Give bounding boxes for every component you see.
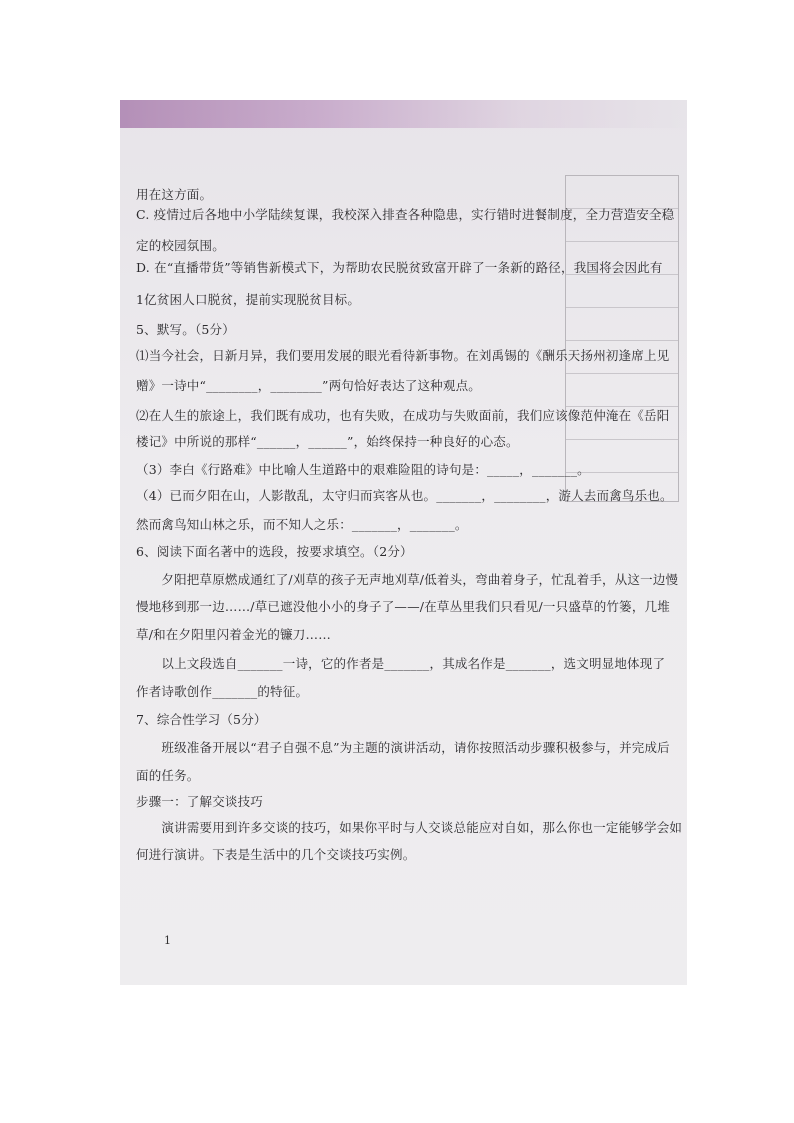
text-line: 然而禽鸟知山林之乐，而不知人之乐：_______，_______。 xyxy=(136,517,468,532)
text-line: D. 在“直播带货”等销售新模式下，为帮助农民脱贫致富开辟了一条新的路径，我国将会因此有 xyxy=(136,260,663,275)
text-line: 1亿贫困人口脱贫，提前实现脱贫目标。 xyxy=(136,292,361,307)
section-heading: 5、默写。（5分） xyxy=(136,322,235,337)
text-line: ⑴当今社会，日新月异，我们要用发展的眼光看待新事物。在刘禹锡的《酬乐天扬州初逢席上见 xyxy=(136,348,670,363)
text-line: 作者诗歌创作_______的特征。 xyxy=(136,684,309,699)
text-line: 楼记》中所说的那样“______，______”，始终保持一种良好的心态。 xyxy=(136,434,519,449)
text-line: C. 疫情过后各地中小学陆续复课，我校深入排查各种隐患，实行错时进餐制度，全力营造安全稳 xyxy=(136,207,675,222)
text-line: 以上文段选自_______一诗，它的作者是_______，其成名作是_______，选文明显地体现了 xyxy=(136,656,666,671)
photo-corner-shadow xyxy=(120,100,687,128)
text-line: 演讲需要用到许多交谈的技巧，如果你平时与人交谈总能应对自如，那么你也一定能够学会如 xyxy=(136,820,683,835)
text-line: 用在这方面。 xyxy=(136,187,213,202)
text-line: ⑵在人生的旅途上，我们既有成功，也有失败，在成功与失败面前，我们应该像范仲淹在《岳阳 xyxy=(136,408,670,423)
page-number: 1 xyxy=(164,934,171,947)
text-line: 班级准备开展以“君子自强不息”为主题的演讲活动，请你按照活动步骤积极参与，并完成后 xyxy=(136,740,670,755)
bleed-through-table xyxy=(565,175,679,502)
text-line: 夕阳把草原燃成通红了/刈草的孩子无声地刈草/低着头，弯曲着身子，忙乱着手，从这一边慢 xyxy=(136,572,679,587)
text-line: 何进行演讲。下表是生活中的几个交谈技巧实例。 xyxy=(136,847,416,862)
text-line: 草/和在夕阳里闪着金光的镰刀…… xyxy=(136,627,331,642)
text-line: （3）李白《行路难》中比喻人生道路中的艰难险阻的诗句是：_____，_______。 xyxy=(136,462,590,477)
text-line: 面的任务。 xyxy=(136,768,200,783)
step-heading: 步骤一：了解交谈技巧 xyxy=(136,794,264,809)
section-heading: 6、阅读下面名著中的选段，按要求填空。（2分） xyxy=(136,544,413,559)
text-line: 赠》一诗中“________，________”两句恰好表达了这种观点。 xyxy=(136,378,481,393)
text-line: （4）已而夕阳在山，人影散乱，太守归而宾客从也。_______，________，游人去而禽鸟乐也。 xyxy=(136,488,673,503)
text-line: 慢地移到那一边……/草已遮没他小小的身子了——/在草丛里我们只看见/一只盛草的竹篓，几堆 xyxy=(136,599,670,614)
section-heading: 7、综合性学习（5分） xyxy=(136,712,267,727)
text-line: 定的校园氛围。 xyxy=(136,238,225,253)
